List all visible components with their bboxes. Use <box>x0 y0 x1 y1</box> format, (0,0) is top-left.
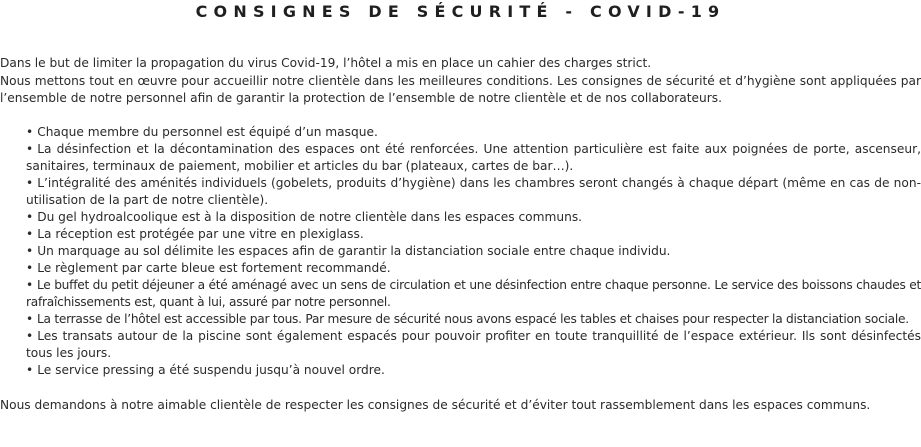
list-item <box>26 328 921 362</box>
list-item <box>26 243 921 260</box>
bullet-icon: • <box>26 142 34 156</box>
bullet-icon: • <box>26 176 34 190</box>
bullet-icon: • <box>26 227 34 241</box>
bullet-icon: • <box>26 210 34 224</box>
bullet-icon: • <box>26 125 34 139</box>
bullet-icon: • <box>26 363 34 377</box>
list-item <box>26 260 921 277</box>
list-item <box>26 209 921 226</box>
list-item <box>26 124 921 141</box>
list-item-text: Le buffet du petit déjeuner a été aménagé avec un sens de circulation et une désinfection entre chaque personne. Le service des boissons chaudes et rafraîchissements est, quant à lui, assuré par notre personnel. <box>26 278 921 309</box>
bullet-icon: • <box>26 278 33 292</box>
list-item-text: L’intégralité des aménités individuels (gobelets, produits d’hygiène) dans les chambres seront changés à chaque départ (même en cas de non-utilisation de la part de notre clientèle). <box>26 176 921 207</box>
intro-paragraph: Nous mettons tout en œuvre pour accueillir notre clientèle dans les meilleures conditions. Les consignes de sécurité et d’hygiène sont appliquées par l’ensemble de notre personnel afin de garantir la protection de l’ensemble de notre clientèle et de nos collaborateurs. <box>0 73 921 105</box>
list-item-text: Le règlement par carte bleue est fortement recommandé. <box>37 261 391 275</box>
list-item <box>26 277 921 311</box>
list-item <box>26 175 921 209</box>
list-item <box>26 311 921 328</box>
intro-section <box>0 55 921 108</box>
safety-measures-list <box>26 124 921 379</box>
list-item-text: Chaque membre du personnel est équipé d’un masque. <box>37 125 378 139</box>
bullet-icon: • <box>26 329 34 343</box>
list-item-text: Du gel hydroalcoolique est à la disposition de notre clientèle dans les espaces communs. <box>37 210 583 224</box>
list-item-text: Les transats autour de la piscine sont également espacés pour pouvoir profiter en toute tranquillité de l’espace extérieur. Ils sont désinfectés tous les jours. <box>26 329 921 360</box>
list-item-text: La terrasse de l’hôtel est accessible par tous. Par mesure de sécurité nous avons espacé les tables et chaises pour respecter la distanciation sociale. <box>36 312 909 326</box>
bullet-icon: • <box>26 244 34 258</box>
list-item <box>26 362 921 379</box>
list-item-text: La réception est protégée par une vitre en plexiglass. <box>37 227 364 241</box>
intro-paragraph: Dans le but de limiter la propagation du virus Covid-19, l’hôtel a mis en place un cahier des charges strict. <box>0 56 652 70</box>
list-item <box>26 226 921 243</box>
list-item-text: Le service pressing a été suspendu jusqu’à nouvel ordre. <box>37 363 385 377</box>
bullet-icon: • <box>26 261 34 275</box>
bullet-icon: • <box>26 312 33 326</box>
page-title: CONSIGNES DE SÉCURITÉ - COVID-19 <box>195 2 726 21</box>
list-item-text: La désinfection et la décontamination des espaces ont été renforcées. Une attention particulière est faite aux poignées de porte, ascenseur, sanitaires, terminaux de paiement, mobilier et articles du bar (plateaux, cartes de bar…). <box>26 142 921 173</box>
closing-paragraph: Nous demandons à notre aimable clientèle de respecter les consignes de sécurité et d’éviter tout rassemblement dans les espaces communs. <box>0 398 871 412</box>
list-item-text: Un marquage au sol délimite les espaces afin de garantir la distanciation sociale entre chaque individu. <box>37 244 671 258</box>
list-item <box>26 141 921 175</box>
